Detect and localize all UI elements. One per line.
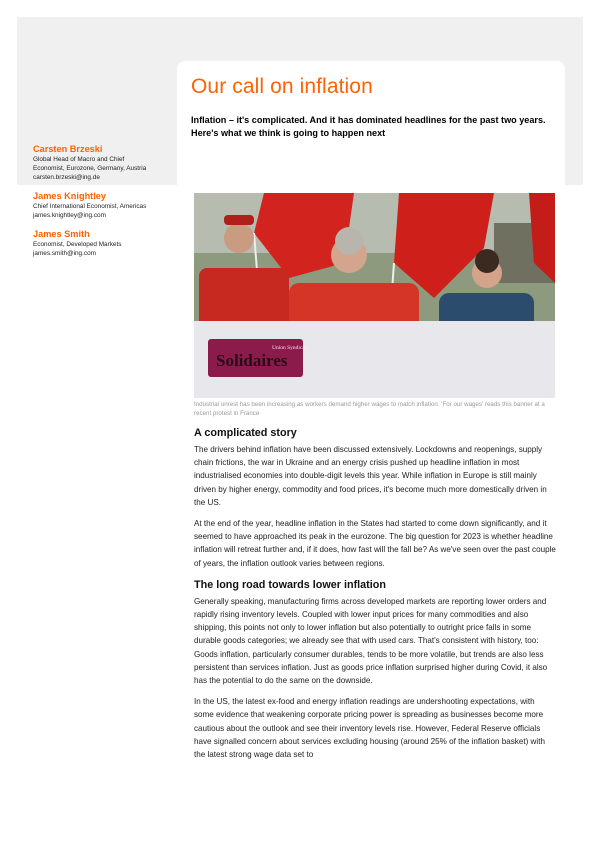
author-email[interactable]: james.smith@ing.com: [33, 250, 96, 257]
photo-caption: Industrial unrest has been increasing as workers demand higher wages to match inflation. 'For our wages' reads this banner at a recent protest in France: [194, 401, 545, 417]
section-heading: The long road towards lower inflation: [194, 578, 386, 591]
paragraph: Generally speaking, manufacturing firms across developed markets are reporting lower orders and rapidly rising inventory levels. Coupled with lower input prices for many commodities and also shipping, this points not only to lower inflation but also potentially to outright price falls in some durable goods categories; we already see that with used cars. That's consistent with history, too: Goods inflation, particularly consumer durables, tends to be more volatile, but trends are also less persistent than services inflation. Just as goods price inflation surprised higher during Covid, it also has the potential to do the same on the downside.: [194, 596, 548, 686]
author-email[interactable]: carsten.brzeski@ing.de: [33, 174, 100, 181]
paragraph: The drivers behind inflation have been discussed extensively. Lockdowns and reopenings, supply chain frictions, the war in Ukraine and an energy crisis pushed up headline inflation in most industrialised economies into double-digit levels this year. While inflation in Europe is still mainly driven by higher energy, commodity and food prices, it's become much more domestically driven in the US.: [194, 445, 547, 507]
article-body: [194, 426, 556, 769]
author-card: [33, 190, 173, 220]
author-email[interactable]: james.knightley@ing.com: [33, 212, 106, 219]
banner-text: Solidaires: [216, 351, 288, 370]
page-title: Our call on inflation: [191, 75, 373, 98]
author-name: Carsten Brzeski: [33, 144, 103, 154]
paragraph: In the US, the latest ex-food and energy inflation readings are undershooting expectations, with some evidence that weakening corporate pricing power is spreading as businesses become more cautious about the outlook and see their inventory levels rise. However, Federal Reserve officials have signalled concern about services excluding housing (around 25% of the inflation basket) with the latest strong wage data set to: [194, 697, 545, 760]
author-name: James Knightley: [33, 191, 107, 201]
section-heading: A complicated story: [194, 427, 297, 439]
author-role: Chief International Economist, Americas: [33, 203, 147, 210]
author-name: James Smith: [33, 229, 90, 239]
author-card: [33, 228, 173, 258]
intro-text: Inflation – it's complicated. And it has dominated headlines for the past two years. Here's what we think is going to happen next: [191, 115, 546, 138]
author-role: Global Head of Macro and Chief: [33, 156, 125, 163]
banner-tag: Union Syndicale: [272, 345, 309, 351]
author-list: [33, 143, 173, 266]
protest-photo-illustration: [194, 193, 555, 398]
author-role: Economist, Eurozone, Germany, Austria: [33, 165, 147, 172]
paragraph: At the end of the year, headline inflation in the States had started to come down significantly, and it seemed to have approached its peak in the eurozone. The big question for 2023 is whether headline inflation will retreat further and, if it does, how fast will the fall be? As we've seen over the past couple of years, the inflation outlook varies between regions.: [194, 519, 556, 568]
author-card: [33, 143, 173, 182]
protest-photo: [194, 193, 555, 398]
author-role: Economist, Developed Markets: [33, 241, 122, 248]
